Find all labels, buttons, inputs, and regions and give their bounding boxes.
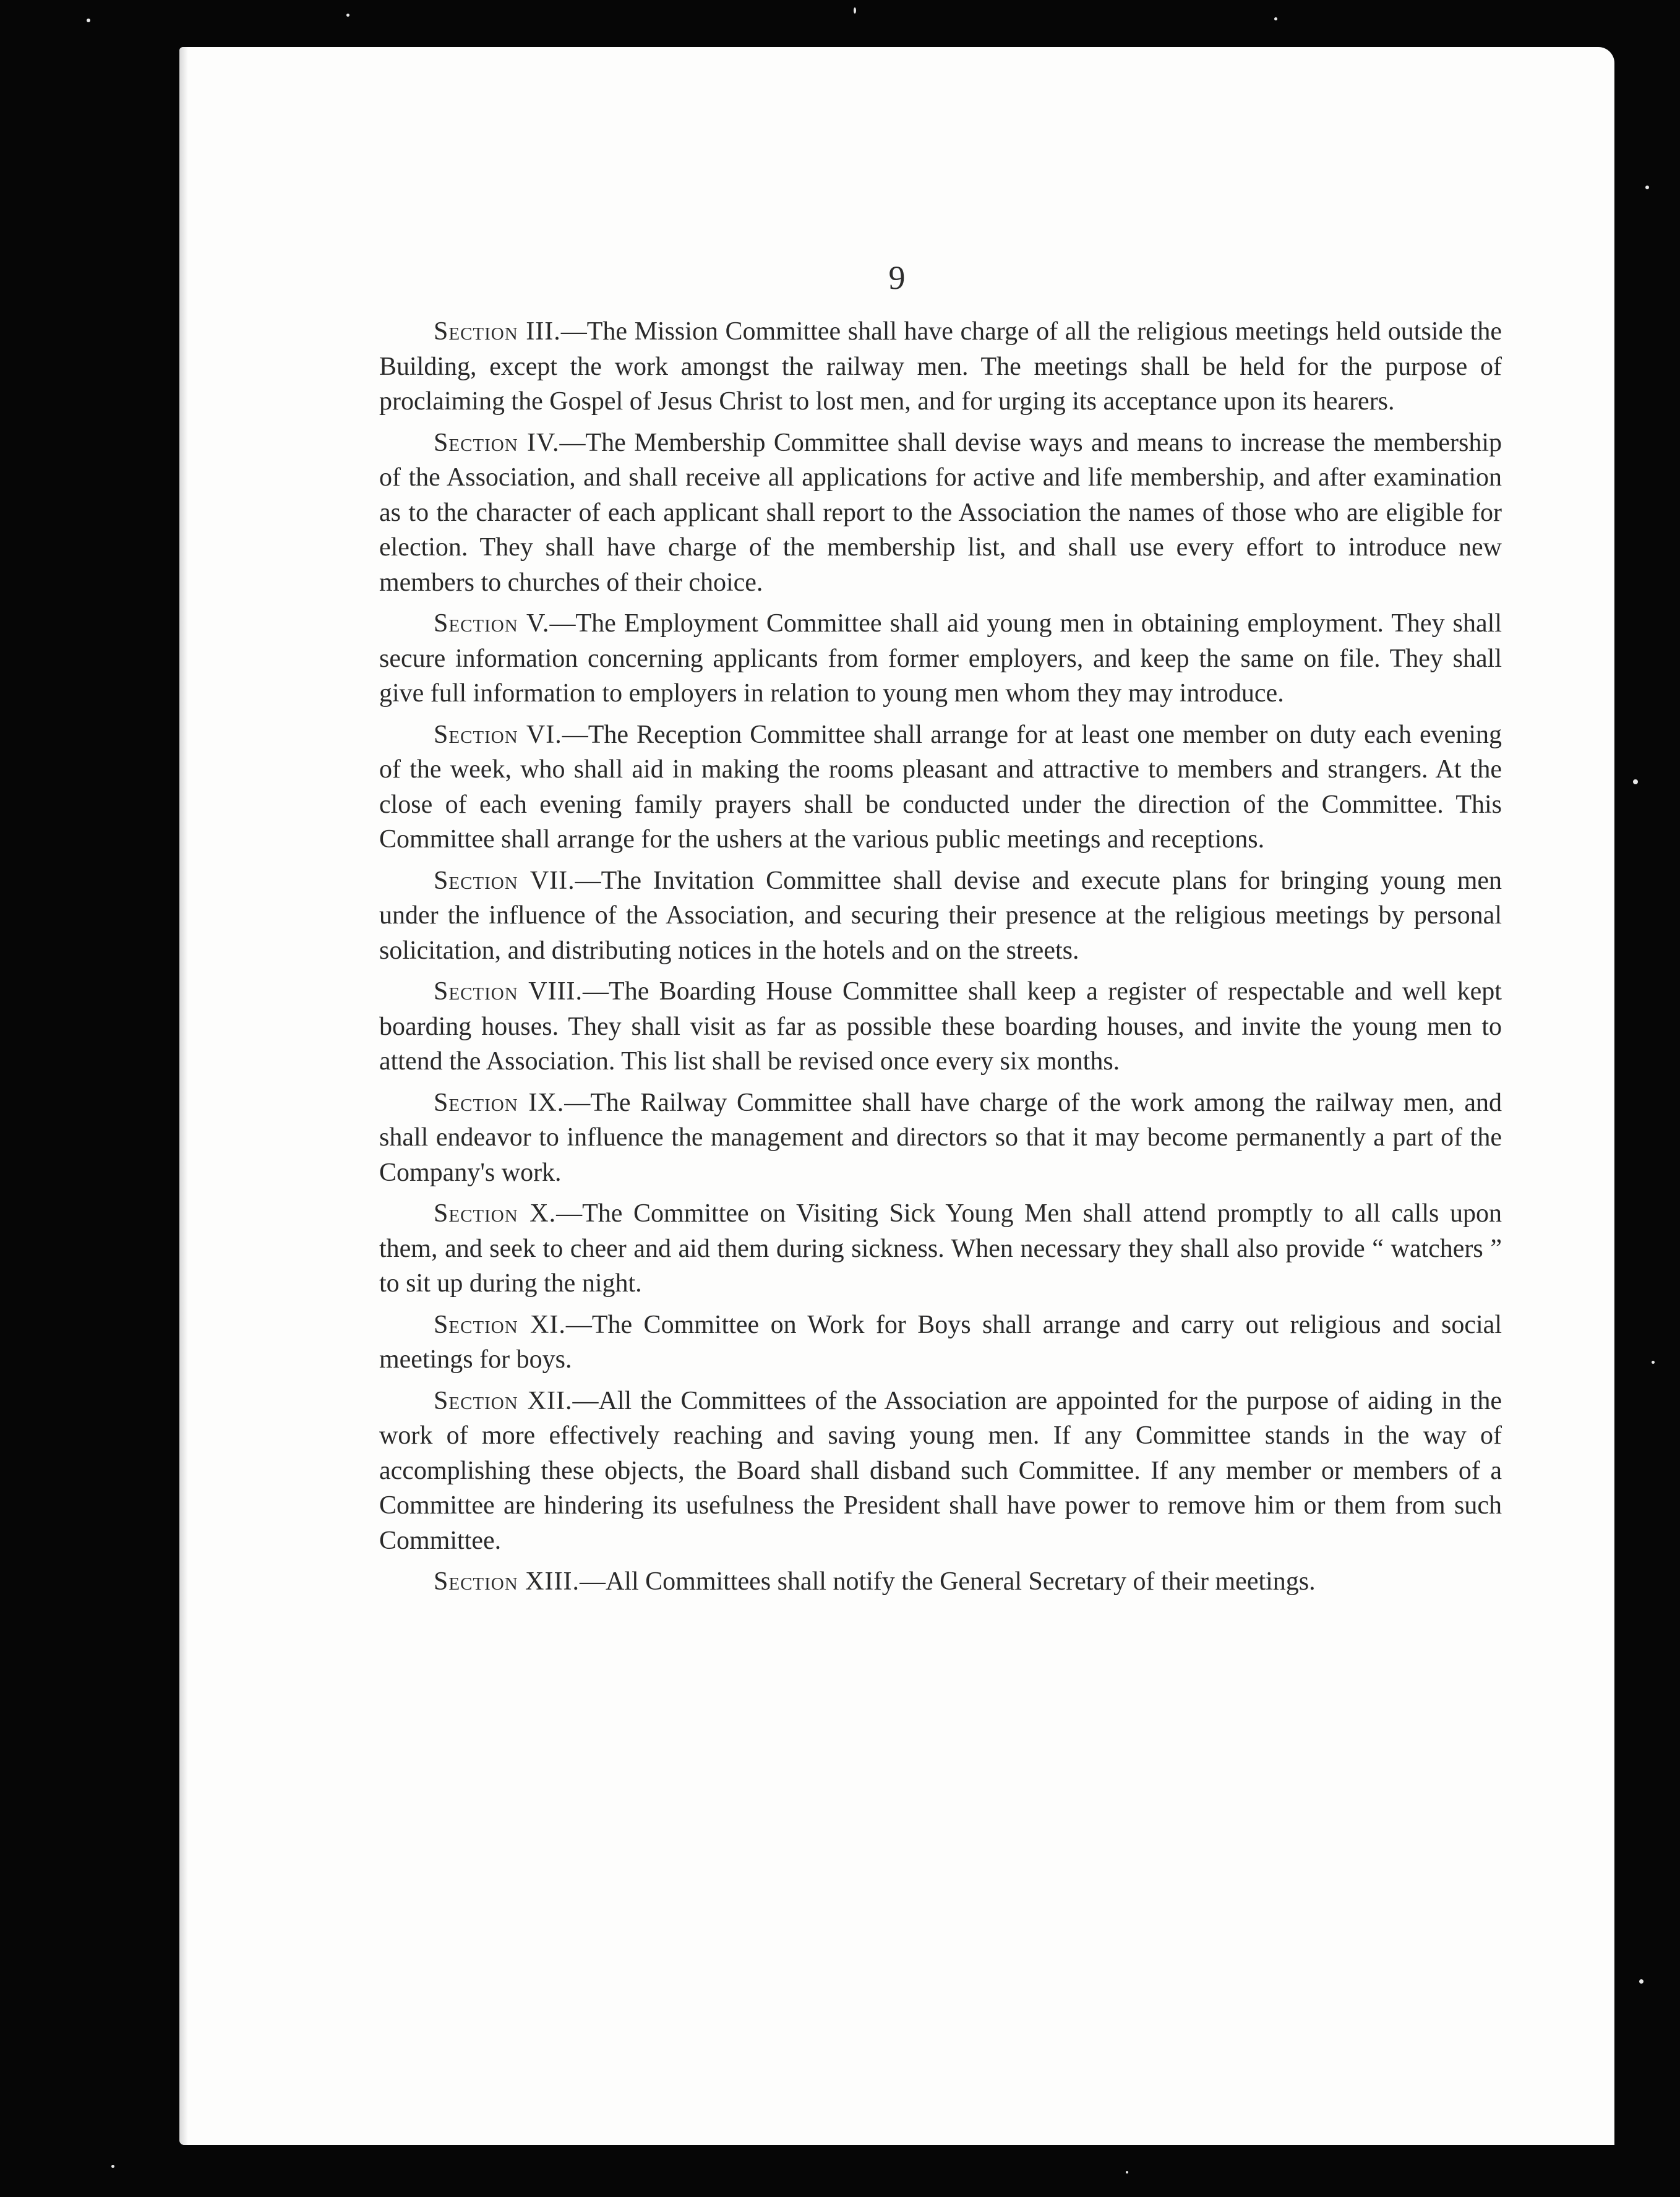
section-label: Section V. [434,609,550,638]
document-page [179,47,1614,2145]
section-label: Section III. [434,317,561,346]
section-text: —The Boarding House Committee shall keep a register of respectable and well kept boarding houses. They shall visit as far as possible these boarding houses, and invite the young men to attend the Association. This list shall be revised once every six months. [379,977,1502,1076]
section-10 [379,1196,1502,1301]
page-number: 9 [888,259,906,296]
page-fold-shadow [179,47,188,2145]
section-text: —The Invitation Committee shall devise and execute plans for bringing young men under the influence of the Association, and securing their presence at the religious meetings by personal solicitation, and distributing notices in the hotels and on the streets. [379,866,1502,965]
section-7 [379,863,1502,969]
section-label: Section VII. [434,866,575,895]
section-label: Section VIII. [434,977,583,1006]
scan-speck [346,14,349,17]
section-text: —All Committees shall notify the General Secretary of their meetings. [579,1567,1316,1596]
section-13 [379,1564,1502,1600]
section-label: Section VI. [434,720,562,749]
section-6 [379,717,1502,857]
section-text: —The Committee on Visiting Sick Young Men shall attend promptly to all calls upon them, and seek to cheer and aid them during sickness. When necessary they shall also provide “ watchers ” to sit up during the night. [379,1199,1502,1298]
scan-speck [111,2165,114,2168]
scan-speck [1652,1361,1655,1364]
section-text: —All the Committees of the Association are appointed for the purpose of aiding in the work of more effectively reaching and saving young men. If any Committee stands in the way of accomplishing these objects, the Board shall disband such Committee. If any member or members of a Committee are hindering its usefulness the President shall have power to remove him or them from such Committee. [379,1386,1502,1555]
section-5 [379,606,1502,711]
section-4 [379,426,1502,601]
section-11 [379,1308,1502,1377]
section-label: Section IV. [434,428,560,457]
section-label: Section XIII. [434,1567,580,1596]
section-label: Section XII. [434,1386,573,1415]
body-text [379,314,1502,1606]
section-9 [379,1086,1502,1191]
scan-speck [1645,186,1649,189]
section-text: —The Reception Committee shall arrange for at least one member on duty each evening of the week, who shall aid in making the rooms pleasant and attractive to members and strangers. At the close of each evening family prayers shall be conducted under the direction of the Committee. This Committee shall arrange for the ushers at the various public meetings and receptions. [379,720,1502,854]
section-label: Section XI. [434,1310,566,1339]
section-label: Section IX. [434,1088,565,1117]
section-text: —The Employment Committee shall aid young men in obtaining employment. They shall secure information concerning applicants from former employers, and keep the same on file. They shall give full information to employers in relation to young men whom they may introduce. [379,609,1502,708]
section-label: Section X. [434,1199,557,1228]
scan-speck [1633,779,1638,784]
scan-speck [854,7,856,14]
scan-speck [1274,17,1277,20]
section-text: —The Membership Committee shall devise ways and means to increase the membership of the Association, and shall receive all applications for active and life membership, and after examination as to the character of each applicant shall report to the Association the names of those who are eligible for election. They shall have charge of the membership list, and shall use every effort to introduce new members to churches of their choice. [379,428,1502,597]
section-text: —The Committee on Work for Boys shall arrange and carry out religious and social meetings for boys. [379,1310,1502,1374]
scan-speck [87,19,90,22]
scan-speck [1639,1979,1644,1984]
section-8 [379,974,1502,1079]
section-text: —The Railway Committee shall have charge of the work among the railway men, and shall endeavor to influence the management and directors so that it may become permanently a part of the Company's work. [379,1088,1502,1187]
scan-speck [1126,2171,1128,2173]
section-text: —The Mission Committee shall have charge of all the religious meetings held outside the Building, except the work amongst the railway men. The meetings shall be held for the purpose of proclaiming the Gospel of Jesus Christ to lost men, and for urging its acceptance upon its hearers. [379,317,1502,416]
section-12 [379,1384,1502,1559]
section-3 [379,314,1502,419]
